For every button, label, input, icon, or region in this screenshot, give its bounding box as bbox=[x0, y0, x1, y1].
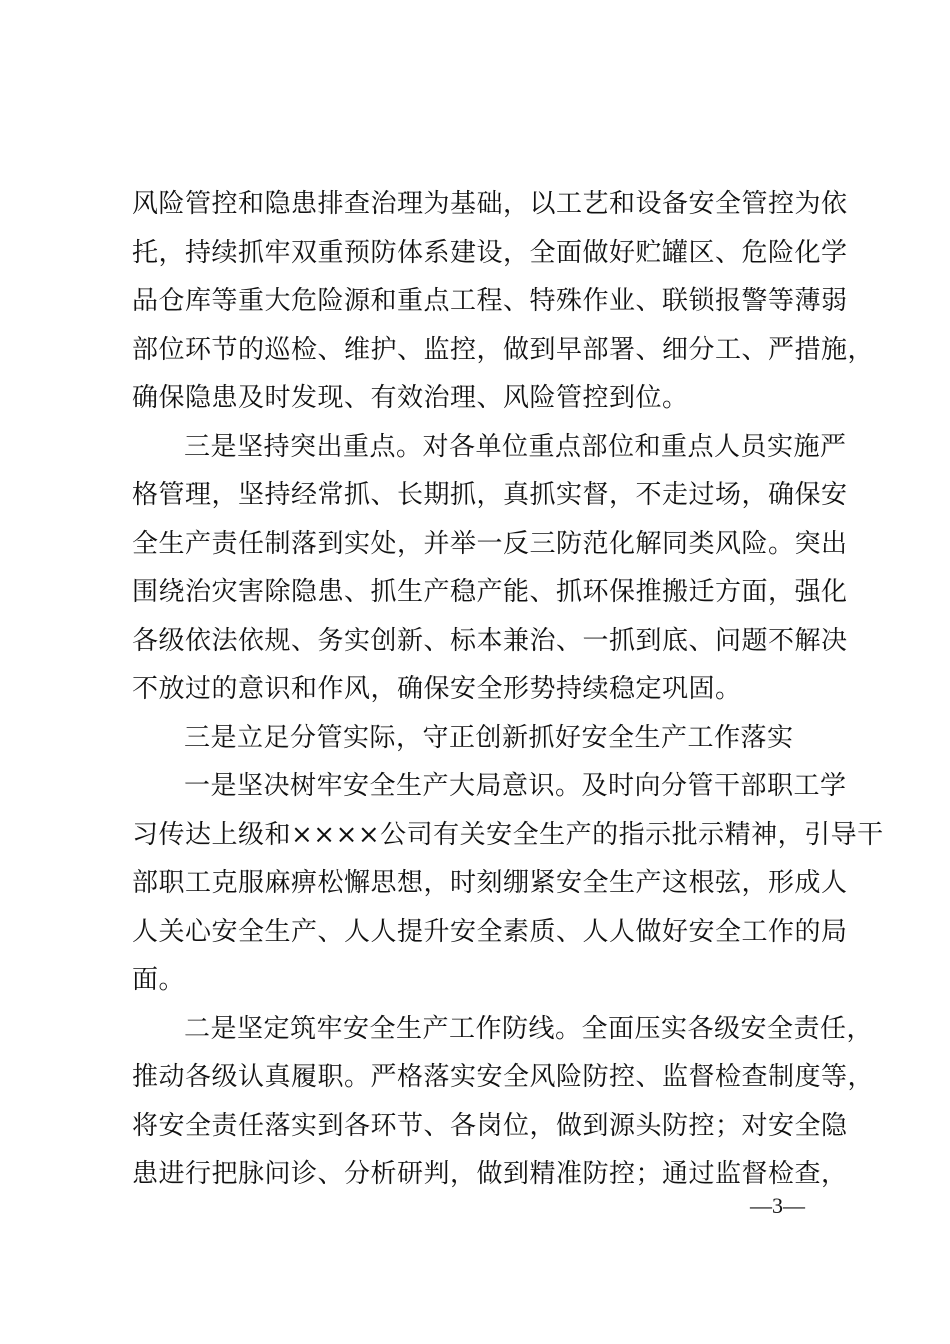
text-line: 托，持续抓牢双重预防体系建设，全面做好贮罐区、危险化学 bbox=[132, 237, 848, 268]
body-text bbox=[132, 180, 884, 1199]
text-line: 不放过的意识和作风，确保安全形势持续稳定巩固。 bbox=[132, 674, 742, 704]
text-line: 面。 bbox=[132, 965, 186, 995]
text-line: 推动各级认真履职。严格落实安全风险防控、监督检查制度等， bbox=[132, 1062, 875, 1092]
text-line: 各级依法依规、务实创新、标本兼治、一抓到底、问题不解决 bbox=[132, 625, 848, 656]
paragraph-first-line: 三是坚持突出重点。对各单位重点部位和重点人员实施严 bbox=[184, 431, 847, 462]
text-line: 确保隐患及时发现、有效治理、风险管控到位。 bbox=[132, 383, 689, 413]
section-heading: 三是立足分管实际，守正创新抓好安全生产工作落实 bbox=[184, 722, 794, 753]
paragraph-first-line: 二是坚定筑牢安全生产工作防线。全面压实各级安全责任， bbox=[184, 1013, 874, 1044]
text-line: 患进行把脉问诊、分析研判，做到精准防控；通过监督检查， bbox=[132, 1159, 848, 1189]
text-line: 习传达上级和××××公司有关安全生产的指示批示精神，引导干 bbox=[132, 819, 884, 850]
text-line: 围绕治灾害除隐患、抓生产稳产能、抓环保推搬迁方面，强化 bbox=[132, 577, 848, 607]
text-line: 品仓库等重大危险源和重点工程、特殊作业、联锁报警等薄弱 bbox=[132, 286, 848, 316]
text-line: 格管理，坚持经常抓、长期抓，真抓实督，不走过场，确保安 bbox=[132, 480, 848, 510]
paragraph-first-line: 一是坚决树牢安全生产大局意识。及时向分管干部职工学 bbox=[184, 771, 847, 801]
text-line: 部职工克服麻痹松懈思想，时刻绷紧安全生产这根弦，形成人 bbox=[132, 868, 848, 898]
text-line: 人关心安全生产、人人提升安全素质、人人做好安全工作的局 bbox=[132, 916, 848, 947]
text-line: 部位环节的巡检、维护、监控，做到早部署、细分工、严措施， bbox=[132, 334, 875, 365]
page-number: —3— bbox=[750, 1193, 805, 1218]
text-line: 将安全责任落实到各环节、各岗位，做到源头防控；对安全隐 bbox=[132, 1110, 848, 1141]
text-line: 全生产责任制落到实处，并举一反三防范化解同类风险。突出 bbox=[132, 528, 848, 559]
text-line: 风险管控和隐患排查治理为基础，以工艺和设备安全管控为依 bbox=[132, 189, 848, 219]
